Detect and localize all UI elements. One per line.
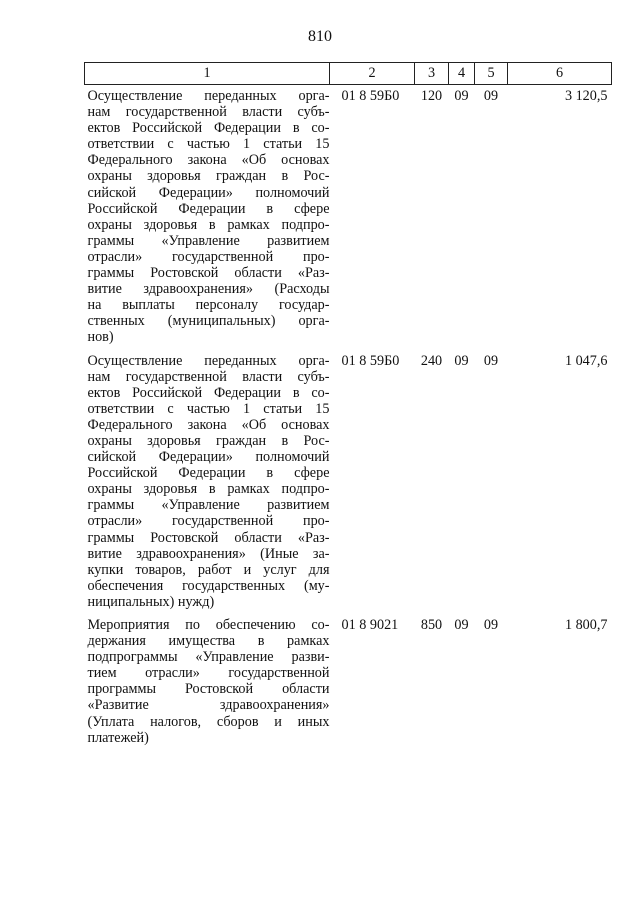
row-col3: 120 [420,88,443,104]
row-name [85,85,330,350]
row-name-line: на выплаты персоналу государ- [87,297,330,314]
header-col-1: 1 [85,63,330,85]
row-name-line: витие здравоохранения» (Расходы [87,281,330,298]
row-name-line: ектов Российской Федерации в со- [87,120,330,137]
page-number: 810 [308,28,332,45]
row-name-line: Федерального закона «Об основах [87,152,330,169]
row-name-line: охраны здоровья в рамках подпро- [87,481,330,498]
row-name-line: (Уплата налогов, сборов и иных [87,713,330,730]
row-name [85,614,330,750]
header-col-2: 2 [330,63,415,85]
header-col-3: 3 [415,63,449,85]
table-body [85,85,612,750]
row-name-line: ответствии с частью 1 статьи 15 [87,400,330,417]
row-name-line: ственных (муниципальных) орга- [87,313,330,330]
row-name-line: купки товаров, работ и услуг для [87,561,330,578]
table-row [85,350,612,615]
row-name-line: граммы Ростовской области «Раз- [87,529,330,546]
row-name-line: ответствии с частью 1 статьи 15 [87,136,330,153]
row-col4: 09 [454,88,469,104]
row-name-line: Осуществление переданных орга- [87,88,330,104]
row-name [85,350,330,615]
row-col5: 09 [483,88,499,104]
row-name-line: граммы «Управление развитием [87,497,330,514]
row-name-line: платежей) [87,729,149,746]
row-col4: 09 [454,617,469,633]
budget-table [84,62,612,750]
row-col4: 09 [454,352,469,369]
row-name-line: подпрограммы «Управление разви- [87,649,330,666]
header-col-6: 6 [508,63,612,85]
row-name-line: отрасли» государственной про- [87,513,330,530]
row-col5: 09 [483,352,499,369]
row-name-line: нам государственной власти субъ- [87,104,330,121]
row-col3: 240 [420,352,443,369]
row-amount: 3 120,5 [564,88,608,104]
header-col-4: 4 [449,63,475,85]
row-name-line: нам государственной власти субъ- [87,368,330,385]
row-name-line: Федерального закона «Об основах [87,416,330,433]
row-amount: 1 047,6 [564,352,608,369]
row-name-line: Мероприятия по обеспечению со- [87,617,330,633]
row-name-line: ниципальных) нужд) [87,593,215,610]
row-name-line: Осуществление переданных орга- [87,352,330,369]
row-amount: 1 800,7 [564,617,608,633]
row-name-line: программы Ростовской области [87,681,330,698]
row-name-line: ектов Российской Федерации в со- [87,384,330,401]
row-name-line: охраны здоровья граждан в Рос- [87,168,330,185]
row-name-line: граммы Ростовской области «Раз- [87,265,330,282]
row-col5: 09 [483,617,499,633]
row-name-line: сийской Федерации» полномочий [87,184,330,201]
row-col3: 850 [420,617,443,633]
table-row [85,614,612,750]
row-name-line: тием отрасли» государственной [87,665,330,682]
row-name-line: Российской Федерации в сфере [87,465,330,482]
row-name-line: «Развитие здравоохранения» [87,697,330,714]
row-name-line: сийской Федерации» полномочий [87,449,330,466]
row-name-line: витие здравоохранения» (Иные за- [87,545,330,562]
table-row [85,85,612,350]
header-col-5: 5 [475,63,508,85]
row-name-line: граммы «Управление развитием [87,232,330,249]
row-name-line: держания имущества в рамках [87,633,330,650]
row-name-line: обеспечения государственных (му- [87,577,330,594]
row-name-line: Российской Федерации в сфере [87,200,330,217]
row-name-line: охраны здоровья в рамках подпро- [87,216,330,233]
row-code: 01 8 59Б0 [341,88,400,104]
row-name-line: нов) [87,329,114,346]
row-code: 01 8 9021 [341,617,399,633]
table-header-row [85,63,612,85]
row-name-line: отрасли» государственной про- [87,248,330,265]
row-name-line: охраны здоровья граждан в Рос- [87,432,330,449]
row-code: 01 8 59Б0 [341,352,400,369]
